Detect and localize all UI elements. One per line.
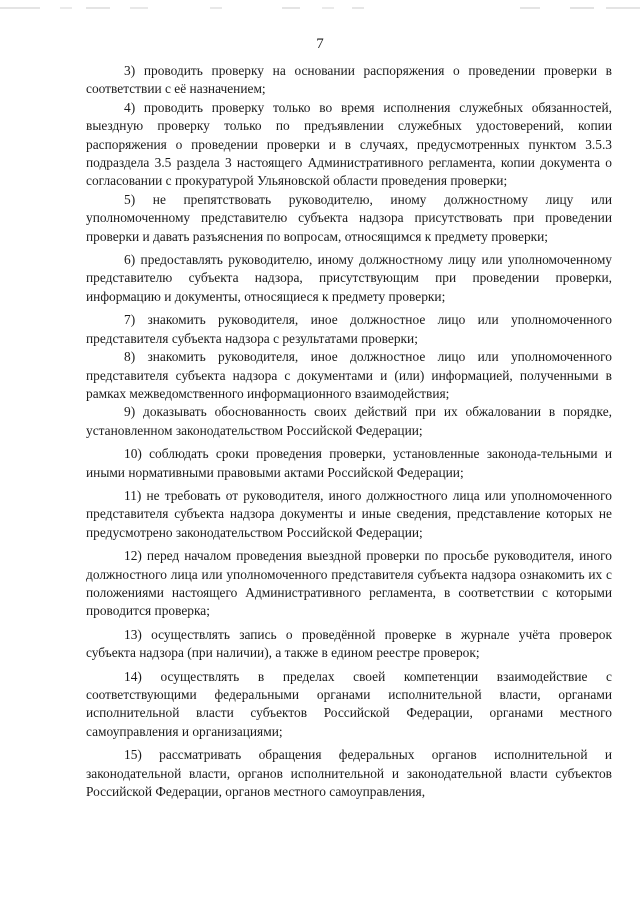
paragraph-item-9: 9) доказывать обоснованность своих действий при их обжаловании в порядке, установленном законодательством Российской Федерации; bbox=[86, 404, 612, 438]
paragraph-item-14: 14) осуществлять в пределах своей компетенции взаимодействие с соответствующими федеральными органами исполнительной власти, органами исполнительной власти субъектов Российской Федерации, органами местного самоуправления и организациями; bbox=[86, 668, 612, 739]
paragraph-item-5: 5) не препятствовать руководителю, иному должностному лицу или уполномоченному представителю субъекта надзора присутствовать при проведении проверки и давать разъяснения по вопросам, относящимся к предмету проверки; bbox=[86, 191, 612, 244]
paragraph-item-15: 15) рассматривать обращения федеральных органов исполнительной и законодательной власти, органов исполнительной и законодательной власти субъектов Российской Федерации, органов местного самоуправления, bbox=[86, 747, 612, 800]
paragraph-item-6: 6) предоставлять руководителю, иному должностному лицу или уполномоченному представителю субъекта надзора, присутствующим при проведении проверки, информацию и документы, относящиеся к предмету проверки; bbox=[86, 252, 612, 304]
document-body bbox=[86, 62, 612, 801]
paragraph-item-13: 13) осуществлять запись о проведённой проверке в журнале учёта проверок субъекта надзора (при наличии), а также в едином реестре проверок; bbox=[86, 626, 612, 661]
page-number: 7 bbox=[316, 36, 324, 52]
paragraph-item-11: 11) не требовать от руководителя, иного должностного лица или уполномоченного представителя субъекта надзора документы и иные сведения, представление которых не предусмотрено законодательством Российской Федерации; bbox=[86, 487, 612, 540]
paragraph-item-4: 4) проводить проверку только во время исполнения служебных обязанностей, выездную проверку только по предъявлении служебных удостоверений, копии распоряжения о проведении проверки и в случаях, предусмотренных пунктом 3.5.3 подраздела 3.5 раздела 3 настоящего Административного регламента, копии документа о согласовании с прокуратурой Ульяновской области проведения проверки; bbox=[86, 99, 612, 189]
paragraph-item-10: 10) соблюдать сроки проведения проверки, установленные законода-тельными и иными нормативными правовыми актами Российской Федерации; bbox=[86, 446, 612, 480]
paragraph-item-7: 7) знакомить руководителя, иное должностное лицо или уполномоченного представителя субъекта надзора с результатами проверки; bbox=[86, 312, 612, 346]
paragraph-item-8: 8) знакомить руководителя, иное должностное лицо или уполномоченного представителя субъекта надзора с документами и (или) информацией, полученными в рамках межведомственного информационного взаимодействия; bbox=[86, 349, 612, 401]
paragraph-item-3: 3) проводить проверку на основании распоряжения о проведении проверки в соответствии с её назначением; bbox=[86, 63, 612, 97]
paragraph-item-12: 12) перед началом проведения выездной проверки по просьбе руководителя, иного должностного лица или уполномоченного представителя субъекта надзора ознакомить их с положениями настоящего Административного регламента, в соответствии с которыми проводится проверка; bbox=[86, 548, 612, 619]
scan-edge-artifacts bbox=[0, 0, 640, 20]
